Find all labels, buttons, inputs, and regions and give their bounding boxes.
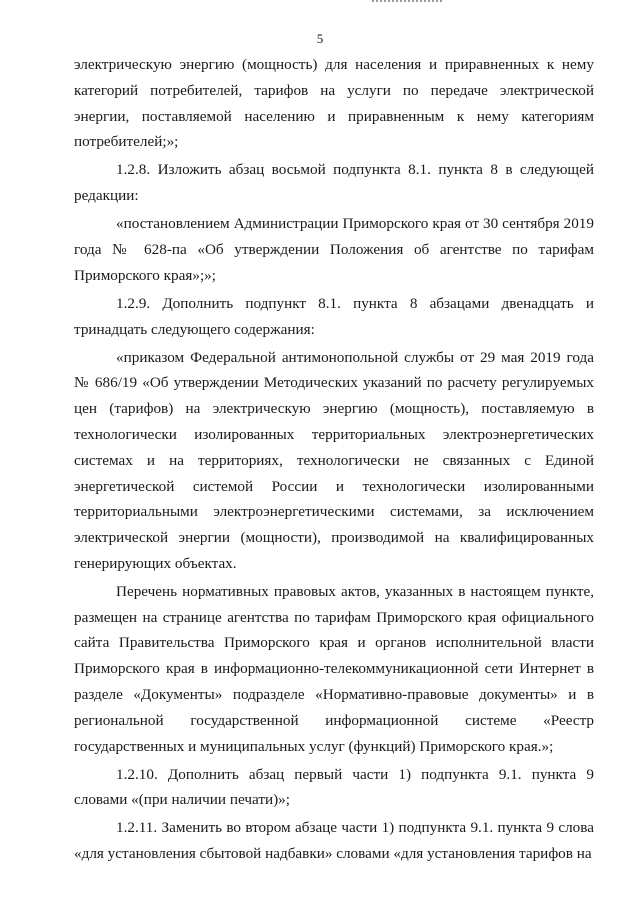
paragraph-1-2-11: 1.2.11. Заменить во втором абзаце части 1) подпункта 9.1. пункта 9 слова «для установления сбытовой надбавки» словами «для установления тарифов на <box>74 819 594 863</box>
paragraph-1-2-9: 1.2.9. Дополнить подпункт 8.1. пункта 8 абзацами двенадцать и тринадцать следующего содержания: <box>74 294 594 338</box>
paragraph-list-of-acts: Перечень нормативных правовых актов, указанных в настоящем пункте, размещен на странице агентства по тарифам Приморского края официального сайта Правительства Приморского края и органов исполнительной власти Приморского края в информационно-телекоммуникационной сети Интернет в разделе «Документы» подразделе «Нормативно-правовые документы» и в региональной государственной информационной системе «Реестр государственных и муниципальных услуг (функций) Приморского края.»; <box>74 582 594 755</box>
paragraph-1-2-8: 1.2.8. Изложить абзац восьмой подпункта 8.1. пункта 8 в следующей редакции: <box>74 161 594 205</box>
paragraph-quote-resolution: «постановлением Администрации Приморского края от 30 сентября 2019 года № 628-па «Об утверждении Положения об агентстве по тарифам Приморского края»;»; <box>74 215 594 284</box>
paragraph-1-2-10: 1.2.10. Дополнить абзац первый части 1) подпункта 9.1. пункта 9 словами «(при наличии печати)»; <box>74 765 594 809</box>
paragraph-quote-order: «приказом Федеральной антимонопольной службы от 29 мая 2019 года № 686/19 «Об утверждении Методических указаний по расчету регулируемых цен (тарифов) на электрическую энергию (мощность), поставляемую в технологически изолированных территориальных электроэнергетических системах и на территориях, технологически не связанных с Единой энергетической системой России и технологически изолированными территориальными электроэнергетическими системами, за исключением электрической энергии (мощности), производимой на квалифицированных генерирующих объектах. <box>74 348 594 572</box>
top-edge-mark <box>372 0 442 6</box>
paragraph-continuation: электрическую энергию (мощность) для населения и приравненных к нему категорий потребителей, тарифов на услуги по передаче электрической энергии, поставляемой населению и приравненным к нему категориям потребителей;»; <box>74 56 594 151</box>
document-body <box>74 52 594 869</box>
page-number: 5 <box>316 31 324 46</box>
